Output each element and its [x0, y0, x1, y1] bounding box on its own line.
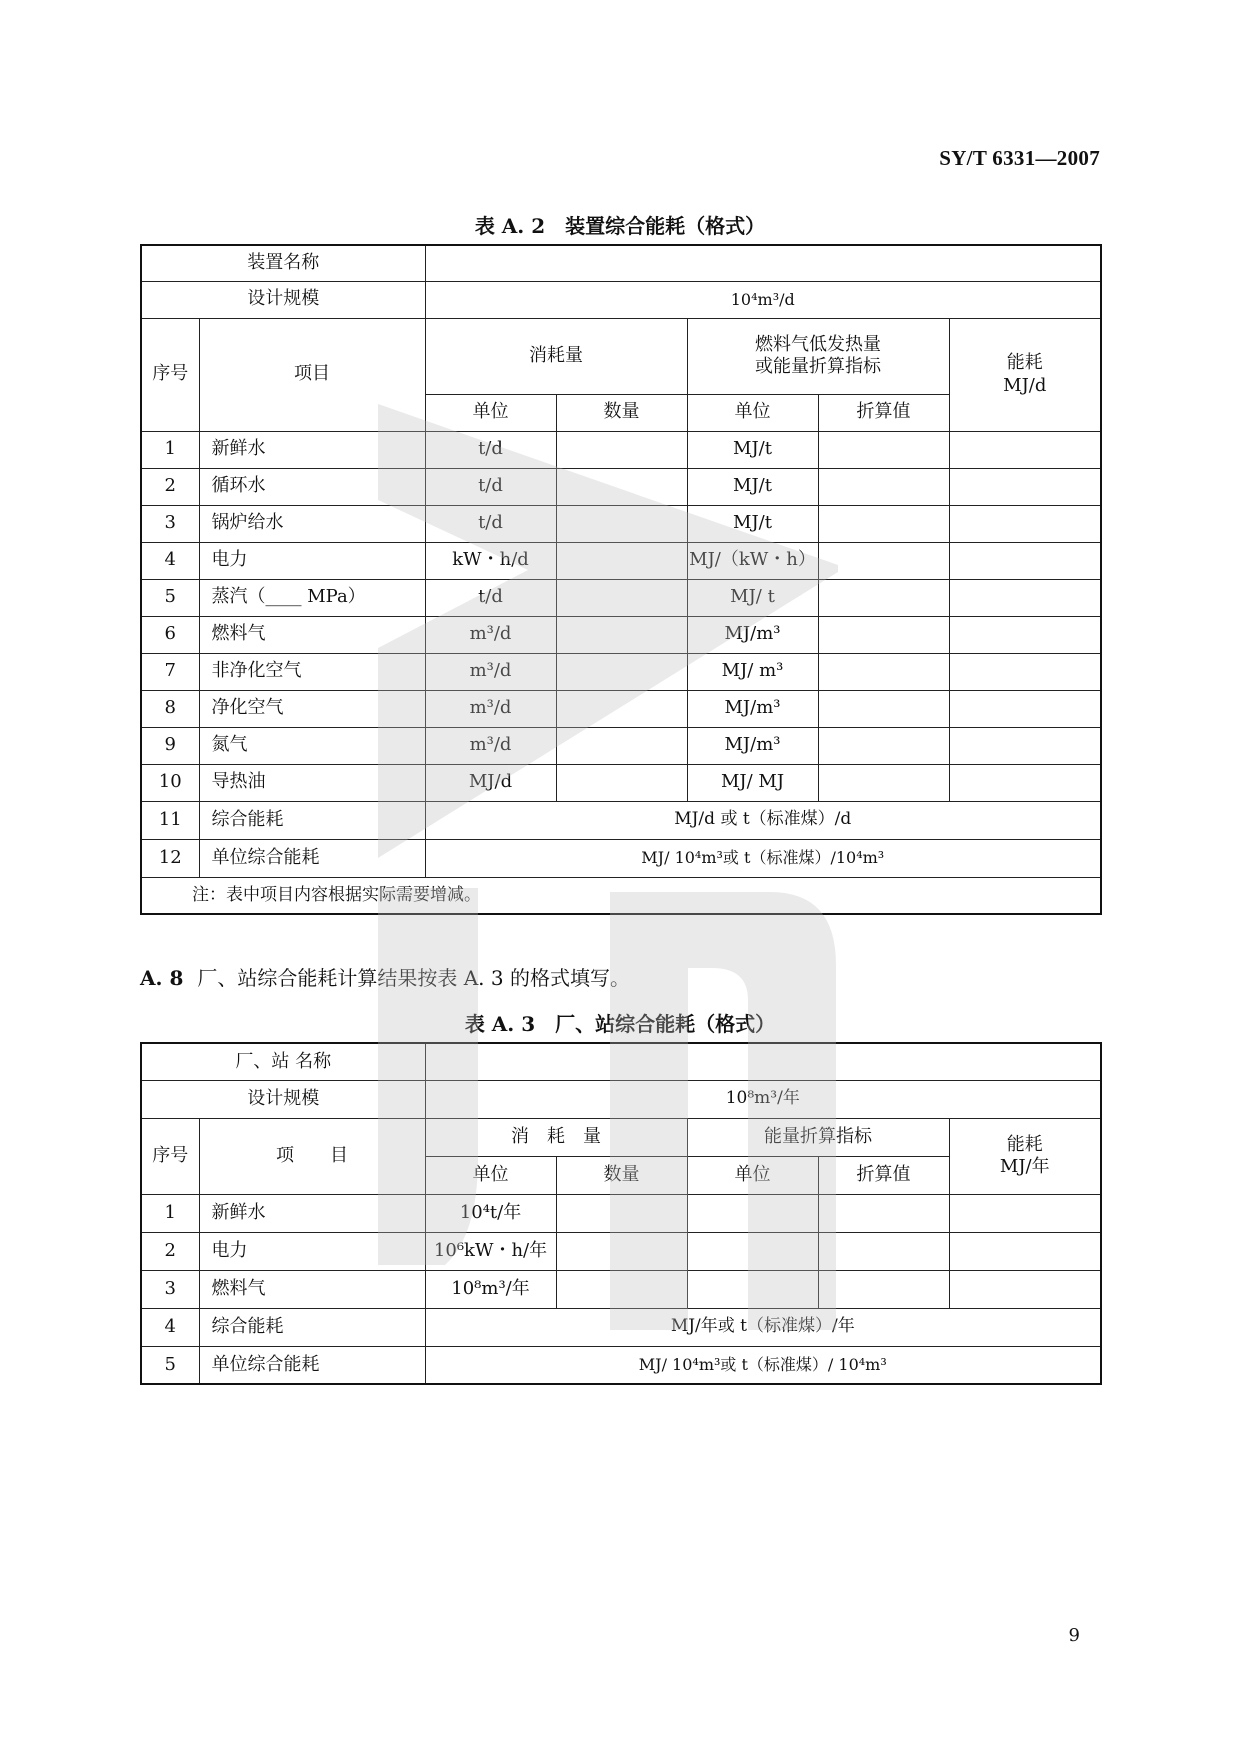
row-converted — [818, 1194, 949, 1232]
row-energy — [949, 764, 1101, 801]
row-seq: 9 — [141, 727, 199, 764]
row-item: 单位综合能耗 — [199, 1346, 425, 1384]
energy-header-line2: MJ/年 — [999, 1156, 1050, 1177]
row-energy — [949, 1194, 1101, 1232]
row-item: 单位综合能耗 — [199, 839, 425, 877]
table-row — [141, 505, 1101, 542]
row-seq: 2 — [141, 468, 199, 505]
table-row — [141, 1270, 1101, 1308]
clause-text: 厂、站综合能耗计算结果按表 A. 3 的格式填写。 — [197, 966, 630, 990]
row-item: 导热油 — [199, 764, 425, 801]
row-energy — [949, 1270, 1101, 1308]
seq-header: 序号 — [141, 318, 199, 431]
table-a2-caption: 表 A. 2 装置综合能耗（格式） — [474, 214, 766, 238]
table-row — [141, 579, 1101, 616]
row-quantity — [556, 764, 687, 801]
row-seq: 1 — [141, 1194, 199, 1232]
row-energy — [949, 727, 1101, 764]
table-row — [141, 542, 1101, 579]
row-conv-unit — [687, 1194, 818, 1232]
row-unit: t/d — [425, 468, 556, 505]
station-name-label: 厂、站 名称 — [141, 1043, 425, 1080]
total-value: MJ/年或 t（标准煤）/年 — [425, 1308, 1101, 1346]
design-scale-label: 设计规模 — [141, 1080, 425, 1118]
row-item: 新鲜水 — [199, 1194, 425, 1232]
row-seq: 4 — [141, 542, 199, 579]
conversion-header: 能量折算指标 — [687, 1118, 949, 1156]
device-name-label: 装置名称 — [141, 245, 425, 281]
total-value: MJ/ 10⁴m³或 t（标准煤）/ 10⁴m³ — [425, 1346, 1101, 1384]
row-conv-unit: MJ/m³ — [687, 690, 818, 727]
row-converted — [818, 690, 949, 727]
page-number: 9 — [1068, 1625, 1080, 1646]
energy-header-line1: 能耗 — [1006, 352, 1043, 373]
design-scale-label: 设计规模 — [141, 281, 425, 318]
table-row — [141, 616, 1101, 653]
row-conv-unit — [687, 1232, 818, 1270]
conv-unit-header: 单位 — [687, 1156, 818, 1194]
row-energy — [949, 616, 1101, 653]
calorific-header — [687, 318, 949, 394]
row-unit: MJ/d — [425, 764, 556, 801]
design-scale-row — [141, 281, 1101, 318]
energy-header — [949, 318, 1101, 431]
device-name-value — [425, 245, 1101, 281]
row-unit: m³/d — [425, 616, 556, 653]
consumption-header: 消耗量 — [425, 318, 687, 394]
total-value: MJ/ 10⁴m³或 t（标准煤）/10⁴m³ — [425, 839, 1101, 877]
row-unit: kW・h/d — [425, 542, 556, 579]
row-converted — [818, 653, 949, 690]
unit-header: 单位 — [425, 394, 556, 431]
device-name-row — [141, 245, 1101, 281]
design-scale-unit: 10⁴m³/d — [425, 281, 1101, 318]
calorific-header-line1: 燃料气低发热量 — [755, 333, 881, 355]
row-seq: 10 — [141, 764, 199, 801]
row-seq: 5 — [141, 579, 199, 616]
table-row — [141, 764, 1101, 801]
table-row — [141, 468, 1101, 505]
row-converted — [818, 764, 949, 801]
row-unit: t/d — [425, 505, 556, 542]
design-scale-row — [141, 1080, 1101, 1118]
clause-number: A. 8 — [140, 966, 184, 990]
header-row-1 — [141, 318, 1101, 394]
total-value: MJ/d 或 t（标准煤）/d — [425, 801, 1101, 839]
row-item: 燃料气 — [199, 616, 425, 653]
row-unit: t/d — [425, 579, 556, 616]
row-quantity — [556, 1194, 687, 1232]
row-conv-unit: MJ/t — [687, 431, 818, 468]
energy-header-line2: MJ/d — [1003, 374, 1047, 396]
row-conv-unit: MJ/t — [687, 468, 818, 505]
row-quantity — [556, 727, 687, 764]
table-row — [141, 1194, 1101, 1232]
row-seq: 7 — [141, 653, 199, 690]
row-unit: m³/d — [425, 653, 556, 690]
total-row — [141, 839, 1101, 877]
row-quantity — [556, 505, 687, 542]
row-conv-unit: MJ/m³ — [687, 727, 818, 764]
row-item: 循环水 — [199, 468, 425, 505]
row-quantity — [556, 579, 687, 616]
row-unit: 10⁶kW・h/年 — [425, 1232, 556, 1270]
seq-header: 序号 — [141, 1118, 199, 1194]
row-seq: 12 — [141, 839, 199, 877]
total-row — [141, 1308, 1101, 1346]
row-quantity — [556, 1270, 687, 1308]
row-converted — [818, 1270, 949, 1308]
row-item: 氮气 — [199, 727, 425, 764]
row-seq: 3 — [141, 505, 199, 542]
table-a3 — [140, 1042, 1102, 1385]
row-item: 净化空气 — [199, 690, 425, 727]
station-name-value — [425, 1043, 1101, 1080]
table-a2 — [140, 244, 1102, 915]
row-energy — [949, 468, 1101, 505]
unit-header: 单位 — [425, 1156, 556, 1194]
row-item: 蒸汽（____ MPa） — [199, 579, 425, 616]
row-seq: 8 — [141, 690, 199, 727]
row-converted — [818, 579, 949, 616]
row-conv-unit: MJ/ t — [687, 579, 818, 616]
energy-header-line1: 能耗 — [1006, 1133, 1043, 1155]
row-conv-unit: MJ/ MJ — [687, 764, 818, 801]
design-scale-unit: 10⁸m³/年 — [425, 1080, 1101, 1118]
calorific-header-line2: 或能量折算指标 — [755, 356, 881, 377]
row-seq: 6 — [141, 616, 199, 653]
row-energy — [949, 690, 1101, 727]
row-item: 综合能耗 — [199, 801, 425, 839]
row-seq: 5 — [141, 1346, 199, 1384]
row-conv-unit: MJ/（kW・h） — [687, 542, 818, 579]
converted-header: 折算值 — [818, 394, 949, 431]
table-row — [141, 431, 1101, 468]
row-item: 燃料气 — [199, 1270, 425, 1308]
row-converted — [818, 431, 949, 468]
table-a3-caption: 表 A. 3 厂、站综合能耗（格式） — [464, 1012, 776, 1036]
row-conv-unit: MJ/ m³ — [687, 653, 818, 690]
row-converted — [818, 616, 949, 653]
row-item: 综合能耗 — [199, 1308, 425, 1346]
table-note: 注：表中项目内容根据实际需要增减。 — [141, 877, 1101, 914]
table-row — [141, 653, 1101, 690]
header-row-1 — [141, 1118, 1101, 1156]
clause-a8 — [140, 962, 630, 991]
total-row — [141, 1346, 1101, 1384]
row-converted — [818, 542, 949, 579]
table-row — [141, 727, 1101, 764]
row-quantity — [556, 690, 687, 727]
row-conv-unit: MJ/m³ — [687, 616, 818, 653]
row-converted — [818, 1232, 949, 1270]
consumption-header: 消 耗 量 — [425, 1118, 687, 1156]
converted-header: 折算值 — [818, 1156, 949, 1194]
row-unit: t/d — [425, 431, 556, 468]
row-quantity — [556, 431, 687, 468]
row-unit: 10⁴t/年 — [425, 1194, 556, 1232]
station-name-row — [141, 1043, 1101, 1080]
note-row — [141, 877, 1101, 914]
row-seq: 11 — [141, 801, 199, 839]
row-energy — [949, 505, 1101, 542]
row-unit: m³/d — [425, 690, 556, 727]
row-seq: 2 — [141, 1232, 199, 1270]
row-converted — [818, 505, 949, 542]
row-energy — [949, 1232, 1101, 1270]
row-energy — [949, 579, 1101, 616]
row-unit: m³/d — [425, 727, 556, 764]
row-quantity — [556, 1232, 687, 1270]
row-item: 锅炉给水 — [199, 505, 425, 542]
row-item: 非净化空气 — [199, 653, 425, 690]
quantity-header: 数量 — [556, 1156, 687, 1194]
row-energy — [949, 431, 1101, 468]
row-quantity — [556, 653, 687, 690]
row-item: 电力 — [199, 542, 425, 579]
conv-unit-header: 单位 — [687, 394, 818, 431]
row-seq: 3 — [141, 1270, 199, 1308]
row-energy — [949, 542, 1101, 579]
row-seq: 4 — [141, 1308, 199, 1346]
total-row — [141, 801, 1101, 839]
row-energy — [949, 653, 1101, 690]
row-seq: 1 — [141, 431, 199, 468]
row-conv-unit: MJ/t — [687, 505, 818, 542]
quantity-header: 数量 — [556, 394, 687, 431]
energy-header — [949, 1118, 1101, 1194]
standard-number: SY/T 6331—2007 — [939, 146, 1100, 170]
item-header: 项 目 — [199, 1118, 425, 1194]
row-converted — [818, 727, 949, 764]
row-quantity — [556, 542, 687, 579]
row-conv-unit — [687, 1270, 818, 1308]
table-row — [141, 1232, 1101, 1270]
item-header: 项目 — [199, 318, 425, 431]
row-converted — [818, 468, 949, 505]
row-quantity — [556, 616, 687, 653]
row-item: 电力 — [199, 1232, 425, 1270]
row-item: 新鲜水 — [199, 431, 425, 468]
row-unit: 10⁸m³/年 — [425, 1270, 556, 1308]
table-row — [141, 690, 1101, 727]
row-quantity — [556, 468, 687, 505]
